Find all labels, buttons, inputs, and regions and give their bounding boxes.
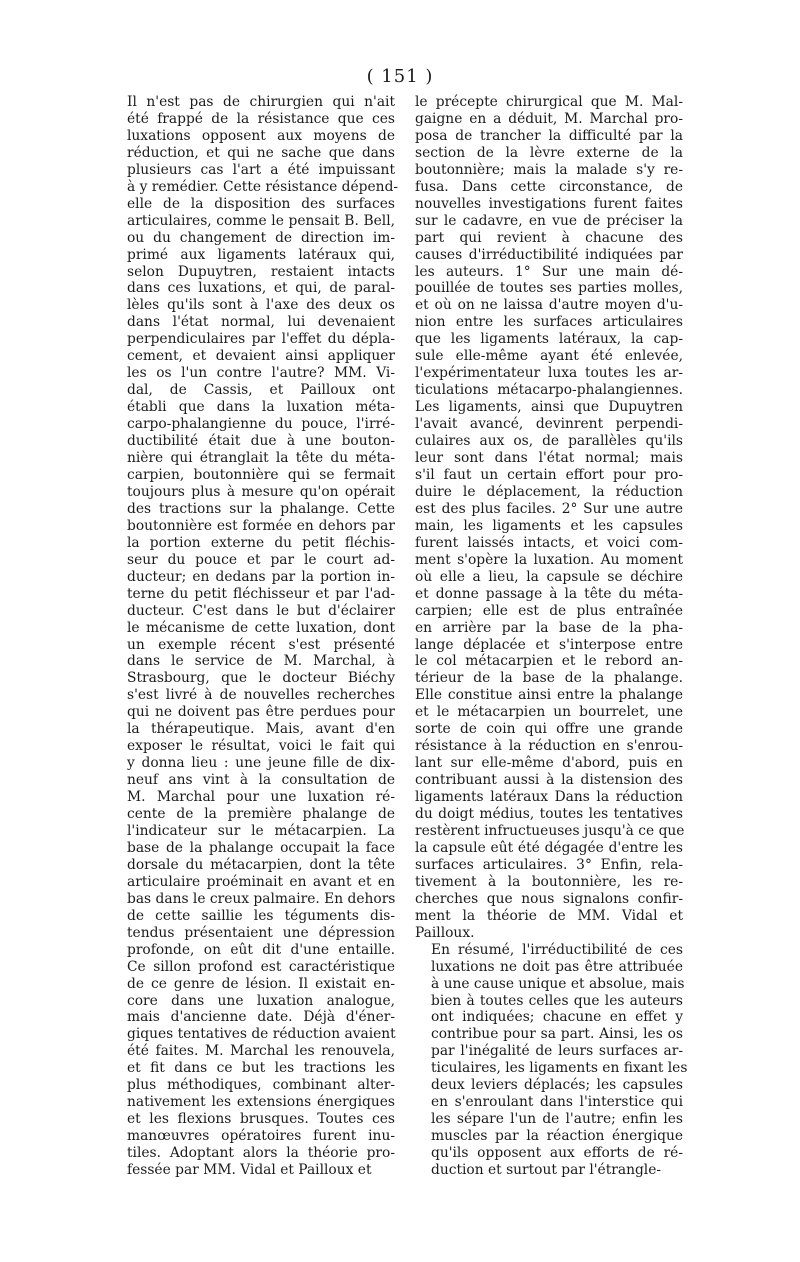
text-line: pouillée de toutes ses parties molles, [415,280,683,297]
text-line: ment la théorie de MM. Vidal et [415,907,683,924]
text-line: lange déplacée et s'interpose entre [415,636,683,653]
text-line: ment s'opère la luxation. Au moment [415,551,683,568]
text-line: causes d'irréductibilité indiquées par [415,246,683,263]
text-line: primé aux ligaments latéraux qui, [127,246,395,263]
text-line: duire le déplacement, la réduction [415,483,683,500]
text-line: les sépare l'un de l'autre; enfin les [431,1111,683,1128]
text-line: est des plus faciles. 2° Sur une autre [415,500,683,517]
text-line: furent laissés intacts, et voici com- [415,534,683,551]
text-line: ticulaires, les ligaments en fixant les [431,1060,688,1077]
text-line: térieur de la base de la phalange. [415,670,683,687]
text-line: giques tentatives de réduction avaient [127,1026,396,1043]
text-line: bas dans le creux palmaire. En dehors [127,890,396,907]
page-number: ( 151 ) [366,66,434,87]
text-line: leur sont dans l'état normal; mais [415,450,683,467]
text-line: duction et surtout par l'étrangle- [431,1162,662,1179]
text-line: Les ligaments, ainsi que Dupuytren [415,399,683,416]
text-line: articulaire proéminait en avant et en [127,873,395,890]
text-line: ticulations métacarpo-phalangiennes. [415,382,683,399]
text-line: tendus présentaient une dépression [127,924,395,941]
text-line: manœuvres opératoires furent inu- [127,1128,395,1145]
text-line: ligaments latéraux Dans la réduction [415,789,683,806]
text-line: sorte de coin qui offre une grande [415,721,683,738]
text-line: cement, et devaient ainsi appliquer [127,348,395,365]
text-line: l'avait avancé, devinrent perpendi- [415,416,683,433]
text-line: M. Marchal pour une luxation ré- [127,789,395,806]
text-line: surfaces articulaires. 3° Enfin, rela- [415,856,683,873]
text-line: terne du petit fléchisseur et par l'ad- [127,585,395,602]
text-line: luxations opposent aux moyens de [127,127,395,144]
text-line: par l'inégalité de leurs surfaces ar- [431,1043,683,1060]
text-line: la capsule eût été dégagée d'entre les [415,839,683,856]
text-line: contribuant aussi à la distension des [415,772,683,789]
text-line: Il n'est pas de chirurgien qui n'ait [127,94,395,110]
text-line: articulaires, comme le pensait B. Bell, [127,212,395,229]
text-line: l'indicateur sur le métacarpien. La [127,822,395,839]
text-line: main, les ligaments et les capsules [415,517,683,534]
text-line: nativement les extensions énergiques [127,1094,395,1111]
text-line: elle de la disposition des surfaces [127,195,395,212]
text-line: ducteur. C'est dans le but d'éclairer [127,602,395,619]
text-line: exposer le résultat, voici le fait qui [127,738,395,755]
text-line: toujours plus à mesure qu'on opérait [127,483,395,500]
text-line: dal, de Cassis, et Pailloux ont [127,382,395,399]
text-line: Elle constitue ainsi entre la phalange [415,687,683,704]
text-line: cente de la première phalange de [127,806,395,823]
text-line: ou du changement de direction im- [127,229,395,246]
text-line: le col métacarpien et le rebord an- [415,653,683,670]
text-line: Ce sillon profond est caractéristique [127,958,395,975]
text-line: sule elle-même ayant été enlevée, [415,348,683,365]
text-line: s'est livré à de nouvelles recherches [127,687,395,704]
text-line: core dans une luxation analogue, [127,992,395,1009]
text-line: s'il faut un certain effort pour pro- [415,466,683,483]
text-line: des tractions sur la phalange. Cette [127,500,395,517]
text-line: résistance à la réduction en s'enrou- [415,738,683,755]
text-line: sur le cadavre, en vue de préciser la [415,212,683,229]
text-line: où elle a lieu, la capsule se déchire [415,568,683,585]
text-line: dans le service de M. Marchal, à [127,653,395,670]
text-line: de ce genre de lésion. Il existait en- [127,975,395,992]
text-line: qui ne doivent pas être perdues pour [127,704,395,721]
text-line: profonde, on eût dit d'une entaille. [127,941,395,958]
text-line: y donna lieu : une jeune fille de dix- [127,755,395,772]
text-line: que les ligaments latéraux, la cap- [415,331,683,348]
text-line: mais d'ancienne date. Déjà d'éner- [127,1009,395,1026]
text-line: boutonnière est formée en dehors par [127,517,395,534]
text-line: base de la phalange occupait la face [127,839,395,856]
text-line: tiles. Adoptant alors la théorie pro- [127,1145,395,1162]
text-line: carpo-phalangienne du pouce, l'irré- [127,416,395,433]
text-line: boutonnière; mais la malade s'y re- [415,161,683,178]
text-line: et le métacarpien un bourrelet, une [415,704,683,721]
left-column [127,94,399,1179]
text-line: de cette saillie les téguments dis- [127,907,395,924]
text-line: ductibilité était due à une bouton- [127,433,395,450]
text-line: luxations ne doit pas être attribuée [431,958,683,975]
text-line: plusieurs cas l'art a été impuissant [127,161,395,178]
text-line: dans l'état normal, lui devenaient [127,314,395,331]
text-line: été frappé de la résistance que ces [127,110,395,127]
text-line: ducteur; en dedans par la portion in- [127,568,395,585]
text-line: à y remédier. Cette résistance dépend- [127,178,399,195]
text-line: lèles qu'ils sont à l'axe des deux os [127,297,395,314]
text-line: dorsale du métacarpien, dont la tête [127,856,395,873]
text-line: et donne passage à la tête du méta- [415,585,683,602]
text-line: les os l'un contre l'autre? MM. Vi- [127,365,395,382]
text-line: carpien; elle est de plus entraînée [415,602,683,619]
text-line: carpien, boutonnière qui se fermait [127,466,395,483]
text-line: plus méthodiques, combinant alter- [127,1077,395,1094]
text-line: réduction, et qui ne sache que dans [127,144,395,161]
text-line: nion entre les surfaces articulaires [415,314,683,331]
text-line: restèrent infructueuses jusqu'à ce que [415,822,685,839]
text-line: tivement à la boutonnière, les re- [415,873,683,890]
text-line: part qui revient à chacune des [415,229,683,246]
right-paragraph-2 [415,941,688,1179]
text-line: le précepte chirurgical que M. Mal- [415,94,683,110]
text-line: bien à toutes celles que les auteurs [431,992,683,1009]
text-line: contribue pour sa part. Ainsi, les os [431,1026,683,1043]
text-line: fusa. Dans cette circonstance, de [415,178,683,195]
text-line: l'expérimentateur luxa toutes les ar- [415,365,683,382]
text-line: seur du pouce et par le court ad- [127,551,395,568]
text-line: les auteurs. 1° Sur une main dé- [415,263,683,280]
right-paragraph-1 [415,94,683,942]
text-line: nière qui étranglait la tête du méta- [127,450,395,467]
text-line: nouvelles investigations furent faites [415,195,683,212]
text-line: lant sur elle-même d'abord, puis en [415,755,683,772]
text-line: et fit dans ce but les tractions les [127,1060,395,1077]
text-line: du doigt médius, toutes les tentatives [415,806,683,823]
text-line: en arrière par la base de la pha- [415,619,683,636]
text-line: fessée par MM. Vidal et Pailloux et [127,1162,372,1179]
text-line: en s'enroulant dans l'interstice qui [431,1094,683,1111]
text-line: culaires aux os, de parallèles qu'ils [415,433,683,450]
left-paragraph [127,94,399,1179]
text-line: la thérapeutique. Mais, avant d'en [127,721,395,738]
text-line: un exemple récent s'est présenté [127,636,395,653]
text-line: le mécanisme de cette luxation, dont [127,619,395,636]
text-line: ont indiquées; chacune en effet y [431,1009,683,1026]
text-line: En résumé, l'irréductibilité de ces [431,941,683,958]
right-column [415,94,688,1179]
text-line: muscles par la réaction énergique [431,1128,683,1145]
text-line: et où on ne laissa d'autre moyen d'u- [415,297,683,314]
text-line: posa de trancher la difficulté par la [415,127,683,144]
text-line: et les flexions brusques. Toutes ces [127,1111,395,1128]
text-line: à une cause unique et absolue, mais [431,975,685,992]
text-line: gaigne en a déduit, M. Marchal pro- [415,110,683,127]
text-line: la portion externe du petit fléchis- [127,534,395,551]
text-line: section de la lèvre externe de la [415,144,683,161]
text-line: Pailloux. [415,924,475,941]
text-line: Strasbourg, que le docteur Biéchy [127,670,395,687]
text-line: cherches que nous signalons confir- [415,890,683,907]
text-line: neuf ans vint à la consultation de [127,772,395,789]
text-line: perpendiculaires par l'effet du dépla- [127,331,395,348]
text-line: selon Dupuytren, restaient intacts [127,263,395,280]
text-line: été faites. M. Marchal les renouvela, [127,1043,395,1060]
text-line: dans ces luxations, et qui, de paral- [127,280,395,297]
text-line: établi que dans la luxation méta- [127,399,395,416]
text-line: deux leviers déplacés; les capsules [431,1077,683,1094]
text-line: qu'ils opposent aux efforts de ré- [431,1145,683,1162]
